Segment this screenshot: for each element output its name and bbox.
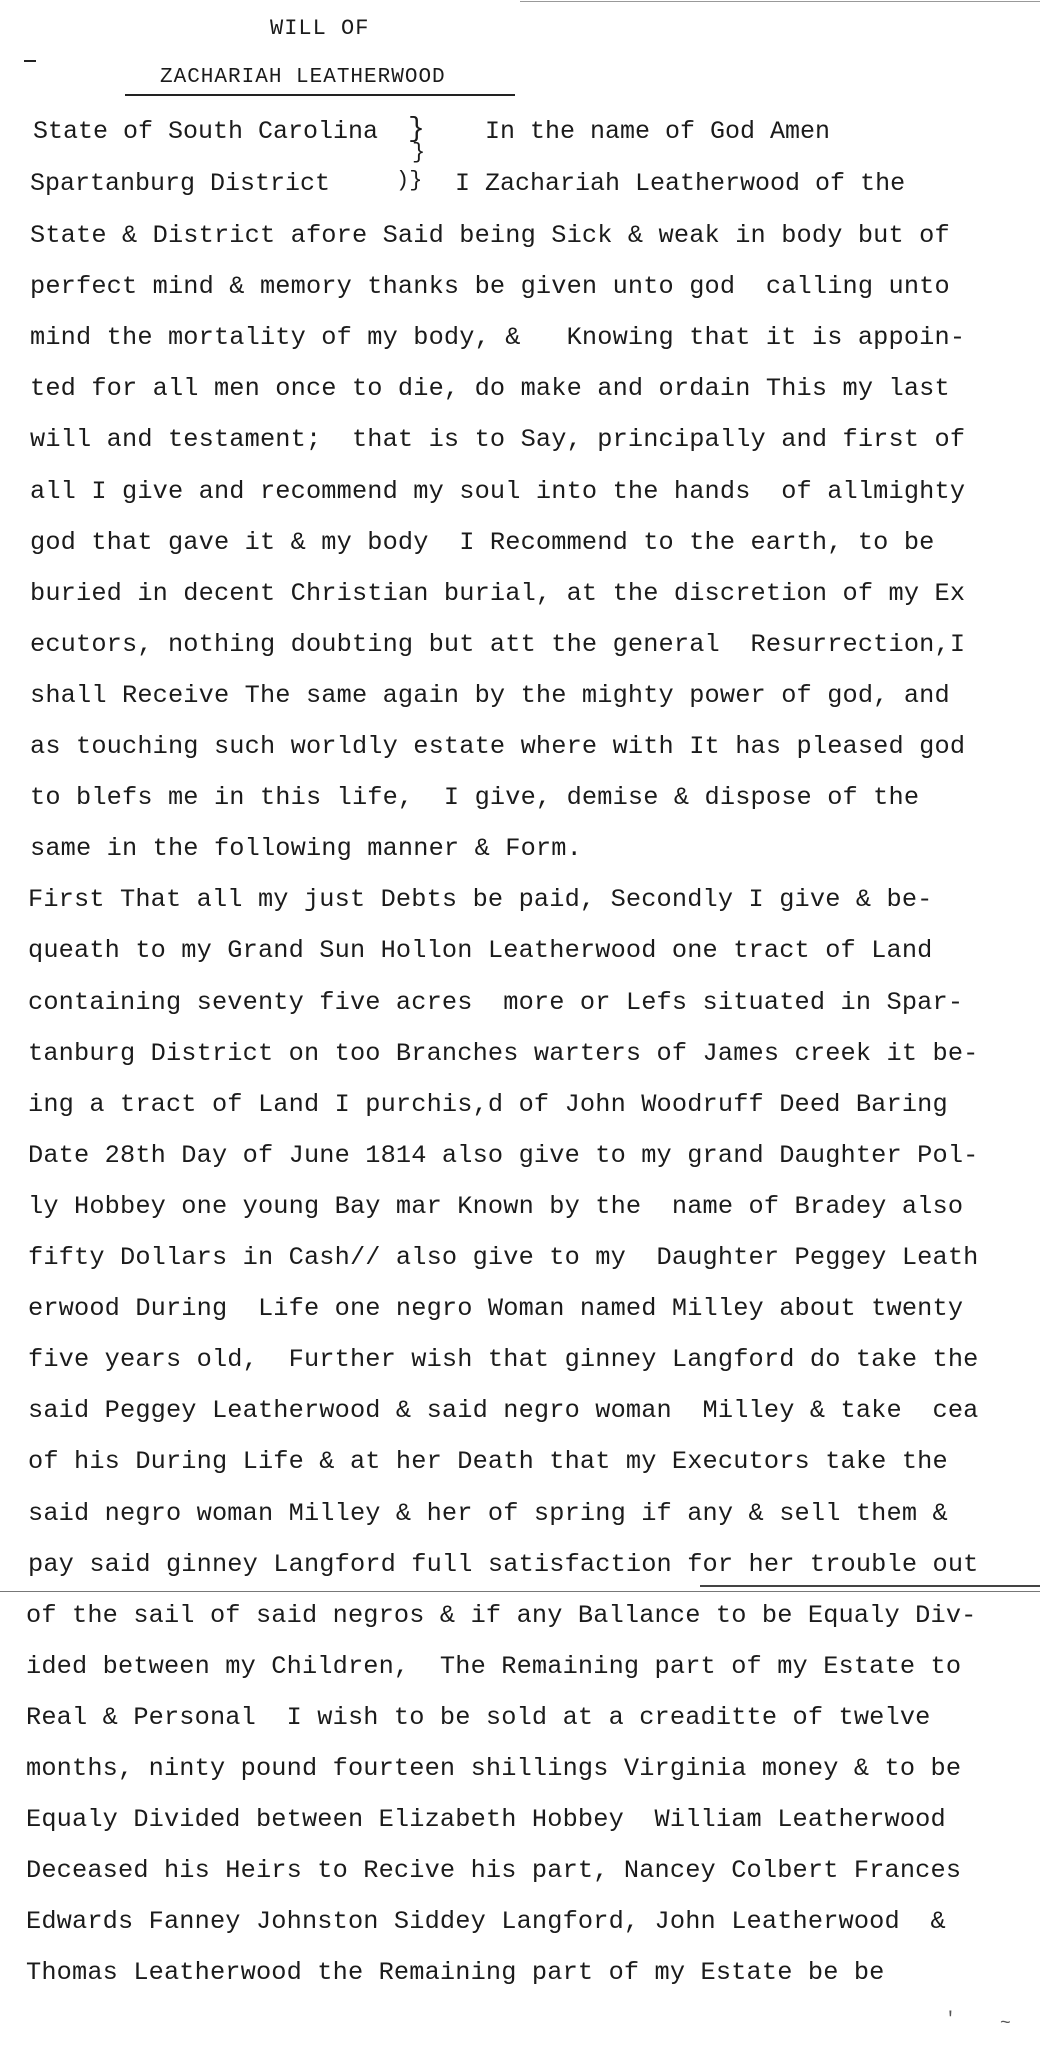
body-line: five years old, Further wish that ginney Langford do take the [28, 1345, 979, 1375]
brace-mark-1: } [408, 114, 425, 145]
body-line: perfect mind & memory thanks be given unto god calling unto [30, 272, 950, 302]
brace-mark-3: )} [396, 168, 423, 193]
body-line: Deceased his Heirs to Recive his part, Nancey Colbert Frances [26, 1856, 962, 1886]
body-line: all I give and recommend my soul into the hands of allmighty [30, 476, 966, 506]
heading-right-2: I Zachariah Leatherwood of the [455, 169, 906, 198]
body-line: of the sail of said negros & if any Ballance to be Equaly Div- [26, 1600, 977, 1630]
fold-line [0, 1591, 1040, 1592]
body-line: State & District afore Said being Sick & weak in body but of [30, 221, 950, 250]
body-line: mind the mortality of my body, & Knowing that it is appoin- [30, 323, 966, 353]
document-title: WILL OF [270, 16, 370, 41]
body-line: shall Receive The same again by the mighty power of god, and [30, 680, 950, 710]
body-line: containing seventy five acres more or Lefs situated in Spar- [28, 987, 964, 1017]
body-line: tanburg District on too Branches warters of James creek it be- [28, 1038, 979, 1068]
heading-left-1: State of South Carolina [33, 117, 379, 146]
body-line: months, ninty pound fourteen shillings Virginia money & to be [26, 1754, 962, 1783]
heading-right-1: In the name of God Amen [485, 117, 831, 146]
body-line: will and testament; that is to Say, principally and first of [30, 425, 966, 455]
brace-mark-2: } [412, 140, 426, 165]
body-line: ecutors, nothing doubting but att the general Resurrection,I [30, 629, 966, 659]
heading-left-2: Spartanburg District [30, 169, 331, 198]
body-line: ing a tract of Land I purchis,d of John Woodruff Deed Baring [28, 1089, 948, 1119]
body-line: fifty Dollars in Cash// also give to my Daughter Peggey Leath [28, 1243, 979, 1272]
body-line: said Peggey Leatherwood & said negro woman Milley & take cea [28, 1396, 979, 1426]
underline-mark [700, 1585, 1040, 1587]
body-line: said negro woman Milley & her of spring if any & sell them & [28, 1498, 948, 1528]
stray-mark-2: ~ [1000, 2014, 1011, 2034]
body-line: queath to my Grand Sun Hollon Leatherwood one tract of Land [28, 936, 933, 966]
body-line: ly Hobbey one young Bay mar Known by the name of Bradey also [28, 1191, 964, 1221]
body-line: ted for all men once to die, do make and ordain This my last [30, 374, 950, 404]
body-line: Edwards Fanney Johnston Siddey Langford, John Leatherwood & [26, 1907, 946, 1937]
stray-mark-1: ' [945, 2010, 956, 2030]
body-line: as touching such worldly estate where with It has pleased god [30, 732, 966, 761]
body-line: same in the following manner & Form. [30, 834, 582, 864]
body-line: Date 28th Day of June 1814 also give to my grand Daughter Pol- [28, 1140, 979, 1170]
body-line: ided between my Children, The Remaining part of my Estate to [26, 1651, 962, 1681]
body-line: erwood During Life one negro Woman named Milley about twenty [28, 1294, 964, 1324]
body-line: Equaly Divided between Elizabeth Hobbey William Leatherwood [26, 1805, 946, 1835]
document-subtitle: ZACHARIAH LEATHERWOOD [160, 66, 446, 89]
body-line: buried in decent Christian burial, at the discretion of my Ex [30, 578, 966, 608]
body-line: pay said ginney Langford full satisfaction for her trouble out [28, 1549, 979, 1579]
body-line: First That all my just Debts be paid, Secondly I give & be- [28, 885, 933, 915]
body-line: Thomas Leatherwood the Remaining part of my Estate be be [26, 1958, 885, 1988]
body-line: to blefs me in this life, I give, demise & dispose of the [30, 783, 920, 813]
body-line: of his During Life & at her Death that my Executors take the [28, 1447, 948, 1477]
body-line: Real & Personal I wish to be sold at a creaditte of twelve [26, 1702, 931, 1732]
body-line: god that gave it & my body I Recommend to the earth, to be [30, 527, 935, 557]
